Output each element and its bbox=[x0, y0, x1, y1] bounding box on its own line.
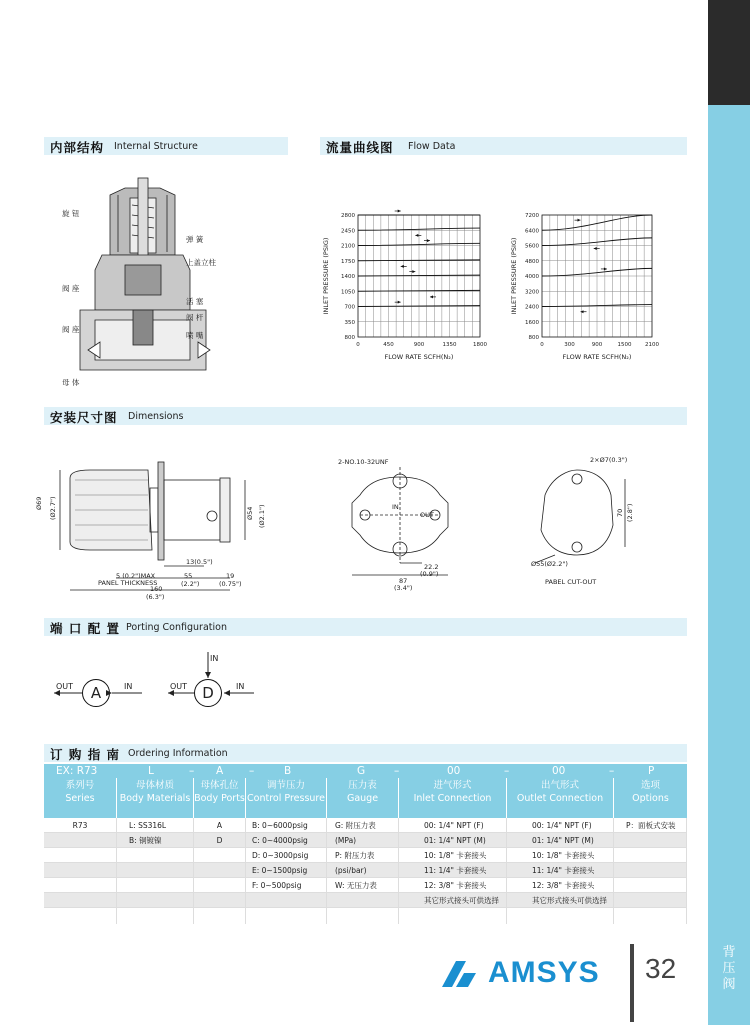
amsys-logo-icon bbox=[442, 961, 484, 987]
table-cell: A bbox=[194, 818, 245, 833]
ordering-header-row bbox=[44, 778, 687, 818]
flow-arrow-head bbox=[594, 247, 597, 250]
ordering-column bbox=[399, 818, 507, 924]
y-tick-label: 2450 bbox=[341, 228, 355, 235]
table-cell bbox=[44, 863, 116, 878]
label-body: 母 体 bbox=[62, 378, 80, 387]
table-cell bbox=[117, 878, 193, 893]
y-tick-label: 3200 bbox=[525, 289, 539, 296]
y-tick-label: 1750 bbox=[341, 258, 355, 265]
sidebar-category-label: 背 压 阀 bbox=[722, 945, 736, 992]
y-tick-label: 6400 bbox=[525, 228, 539, 235]
header-outlet: 出气形式 Outlet Connection bbox=[507, 778, 614, 818]
x-axis-label: FLOW RATE SCFH(N₂) bbox=[562, 353, 632, 361]
y-tick-label: 800 bbox=[528, 335, 539, 341]
y-axis-label: INLET PRESSURE (PSIG) bbox=[322, 237, 330, 315]
label-seat-1: 阀 座 bbox=[62, 284, 80, 293]
table-cell: 01: 1/4" NPT (M) bbox=[399, 833, 506, 848]
y-tick-label: 1600 bbox=[525, 319, 539, 326]
x-tick-label: 0 bbox=[540, 342, 544, 348]
table-cell: P：面板式安装 bbox=[614, 818, 686, 833]
flow-arrow-head bbox=[604, 267, 607, 270]
flow-chart-1 bbox=[320, 205, 500, 375]
x-tick-label: 900 bbox=[413, 342, 425, 348]
table-cell bbox=[44, 833, 116, 848]
header-body-ports: 母体孔位 Body Ports bbox=[194, 778, 246, 818]
table-cell: R73 bbox=[44, 818, 116, 833]
table-cell: (MPa) bbox=[327, 833, 398, 848]
label-stem: 阀 杆 bbox=[186, 313, 204, 322]
section-internal-structure: 内部结构 Internal Structure bbox=[44, 137, 288, 155]
table-cell bbox=[614, 893, 686, 908]
table-cell bbox=[194, 863, 245, 878]
table-cell: B: 铜镀镍 bbox=[117, 833, 193, 848]
ordering-column bbox=[327, 818, 399, 924]
x-tick-label: 1800 bbox=[473, 342, 487, 348]
table-cell bbox=[246, 893, 326, 908]
y-tick-label: 5600 bbox=[525, 243, 539, 250]
y-tick-label: 4000 bbox=[525, 274, 539, 280]
x-tick-label: 900 bbox=[591, 342, 603, 348]
dimension-front-view bbox=[330, 455, 470, 585]
x-tick-label: 0 bbox=[356, 342, 360, 348]
y-tick-label: 2400 bbox=[525, 304, 539, 311]
table-cell bbox=[614, 848, 686, 863]
section-dimensions: 安装尺寸图 Dimensions bbox=[44, 407, 687, 425]
x-tick-label: 1350 bbox=[442, 342, 457, 348]
table-cell: 10: 1/8" 卡套接头 bbox=[507, 848, 613, 863]
label-cap-post: 上盖立柱 bbox=[186, 258, 216, 267]
table-cell: 10: 1/8" 卡套接头 bbox=[399, 848, 506, 863]
y-tick-label: 1400 bbox=[341, 274, 355, 280]
label-spring: 弹 簧 bbox=[186, 235, 204, 244]
internal-structure-drawing bbox=[40, 160, 290, 395]
table-cell bbox=[117, 893, 193, 908]
y-axis-label: INLET PRESSURE (PSIG) bbox=[510, 237, 518, 315]
y-tick-label: 2100 bbox=[341, 243, 355, 250]
ordering-example-row: EX: R73 L – A – B G – 00 – 00 – P bbox=[44, 764, 687, 778]
table-cell: P: 附压力表 bbox=[327, 848, 398, 863]
flow-chart-2 bbox=[510, 205, 680, 375]
header-series: 系列号 Series bbox=[44, 778, 117, 818]
table-cell: (psi/bar) bbox=[327, 863, 398, 878]
table-cell bbox=[44, 848, 116, 863]
y-tick-label: 800 bbox=[344, 335, 355, 341]
table-cell bbox=[614, 863, 686, 878]
flow-arrow-head bbox=[412, 270, 415, 273]
label-nozzle: 喷 嘴 bbox=[186, 331, 204, 340]
header-gauge: 压力表 Gauge bbox=[327, 778, 399, 818]
table-cell: 其它形式接头可供选择 bbox=[399, 893, 506, 908]
ordering-column bbox=[246, 818, 327, 924]
header-inlet: 进气形式 Inlet Connection bbox=[399, 778, 507, 818]
section-flow-data: 流量曲线图 Flow Data bbox=[320, 137, 687, 155]
y-tick-label: 2800 bbox=[341, 213, 355, 219]
table-cell bbox=[44, 893, 116, 908]
label-piston: 活 塞 bbox=[186, 297, 204, 306]
flow-arrow-head bbox=[578, 219, 581, 222]
ordering-column bbox=[44, 818, 117, 924]
table-cell: 11: 1/4" 卡套接头 bbox=[507, 863, 613, 878]
flow-arrow-head bbox=[427, 239, 430, 242]
ordering-column bbox=[507, 818, 614, 924]
flow-arrow-head bbox=[398, 210, 401, 213]
y-tick-label: 4800 bbox=[525, 258, 539, 265]
porting-config-a: OUT IN A bbox=[50, 670, 150, 720]
right-sidebar bbox=[708, 0, 750, 1025]
flow-arrow-head bbox=[401, 265, 404, 268]
x-tick-label: 300 bbox=[564, 342, 575, 348]
table-cell: F: 0~500psig bbox=[246, 878, 326, 893]
flow-arrow-head bbox=[581, 310, 584, 313]
y-tick-label: 700 bbox=[344, 304, 355, 311]
x-tick-label: 2100 bbox=[645, 342, 659, 348]
table-cell: 00: 1/4" NPT (F) bbox=[399, 818, 506, 833]
table-cell bbox=[194, 848, 245, 863]
header-options: 选项 Options bbox=[632, 780, 669, 804]
label-seat-2: 阀 座 bbox=[62, 325, 80, 334]
sidebar-top-block bbox=[708, 0, 750, 105]
port-d-circle: D bbox=[194, 679, 222, 707]
x-axis-label: FLOW RATE SCFH(N₂) bbox=[384, 353, 454, 361]
table-cell: L: SS316L bbox=[117, 818, 193, 833]
brand-logo-text: AMSYS bbox=[488, 956, 600, 989]
flow-arrow-head bbox=[430, 295, 433, 298]
label-knob: 旋 钮 bbox=[62, 209, 80, 218]
table-cell bbox=[117, 863, 193, 878]
flow-arrow-head bbox=[415, 234, 418, 237]
header-control-pressure: 调节压力 Control Pressure bbox=[246, 778, 327, 818]
x-tick-label: 450 bbox=[383, 342, 394, 348]
page-divider bbox=[630, 944, 634, 1022]
ordering-table-body bbox=[44, 818, 687, 924]
table-cell: 01: 1/4" NPT (M) bbox=[507, 833, 613, 848]
table-cell: 其它形式接头可供选择 bbox=[507, 893, 613, 908]
table-cell: E: 0~1500psig bbox=[246, 863, 326, 878]
table-cell bbox=[44, 878, 116, 893]
table-cell: 12: 3/8" 卡套接头 bbox=[399, 878, 506, 893]
table-cell: 11: 1/4" 卡套接头 bbox=[399, 863, 506, 878]
table-cell: C: 0~4000psig bbox=[246, 833, 326, 848]
flow-arrow-head bbox=[398, 301, 401, 304]
table-cell bbox=[194, 893, 245, 908]
y-tick-label: 350 bbox=[344, 319, 355, 326]
table-cell: G: 附压力表 bbox=[327, 818, 398, 833]
port-a-circle: A bbox=[82, 679, 110, 707]
y-tick-label: 1050 bbox=[341, 289, 355, 296]
header-body-materials: 母体材质 Body Materials bbox=[117, 778, 194, 818]
porting-config-d: OUT IN IN D bbox=[166, 650, 266, 720]
table-cell: D bbox=[194, 833, 245, 848]
table-cell bbox=[327, 893, 398, 908]
table-cell bbox=[194, 878, 245, 893]
ordering-column bbox=[117, 818, 194, 924]
table-cell: 00: 1/4" NPT (F) bbox=[507, 818, 613, 833]
ordering-column bbox=[194, 818, 246, 924]
section-porting: 端 口 配 置 Porting Configuration bbox=[44, 618, 687, 636]
table-cell: 12: 3/8" 卡套接头 bbox=[507, 878, 613, 893]
table-cell bbox=[614, 878, 686, 893]
table-cell: D: 0~3000psig bbox=[246, 848, 326, 863]
page-number: 32 bbox=[645, 953, 677, 984]
x-tick-label: 1500 bbox=[617, 342, 632, 348]
section-ordering: 订 购 指 南 Ordering Information bbox=[44, 744, 687, 762]
table-cell: B: 0~6000psig bbox=[246, 818, 326, 833]
table-cell bbox=[117, 848, 193, 863]
table-cell bbox=[614, 833, 686, 848]
table-cell: W: 无压力表 bbox=[327, 878, 398, 893]
y-tick-label: 7200 bbox=[525, 213, 539, 219]
ordering-column bbox=[614, 818, 687, 924]
